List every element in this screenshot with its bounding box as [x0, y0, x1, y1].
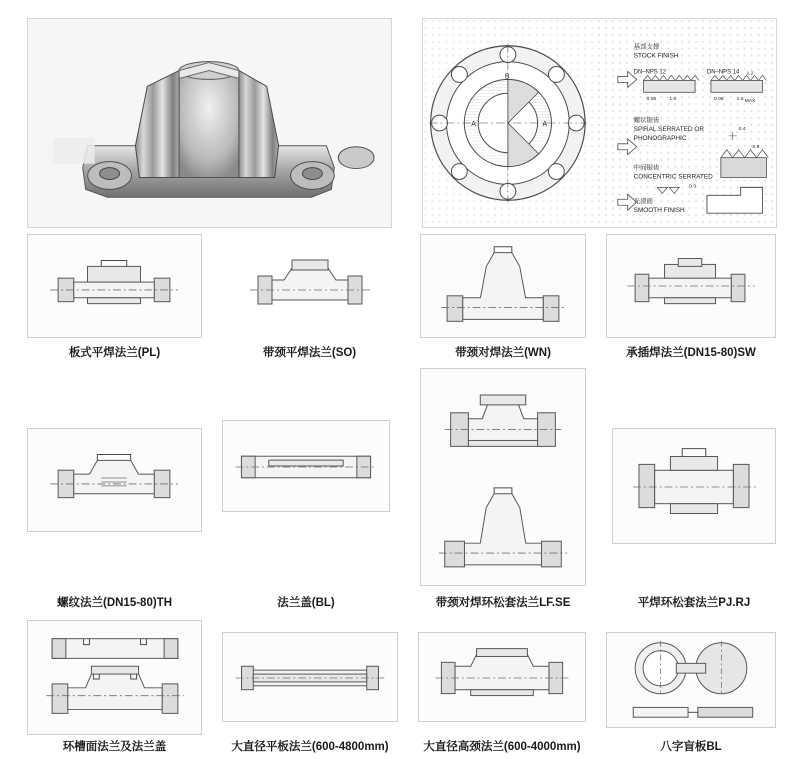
technical-face-finish-chart	[422, 18, 777, 228]
svg-text:1.2: 1.2	[746, 71, 754, 77]
flange-bl-frame	[222, 420, 390, 512]
svg-text:STOCK FINISH: STOCK FINISH	[633, 52, 679, 60]
flange-lf-frame	[420, 368, 586, 586]
caption-wn: 带颈对焊法兰(WN)	[455, 347, 551, 359]
caption-pl: 板式平焊法兰(PL)	[68, 347, 161, 359]
caption-so: 带颈平焊法兰(SO)	[262, 347, 357, 359]
caption-rj: 环槽面法兰及法兰盖	[62, 741, 167, 753]
svg-text:DN–NPS 14: DN–NPS 14	[706, 69, 740, 76]
caption-th: 螺纹法兰(DN15-80)TH	[56, 597, 172, 609]
caption-sw: 承插焊法兰(DN15-80)SW	[626, 347, 756, 359]
flange-th-frame	[27, 428, 202, 532]
flange-pj-frame	[612, 428, 776, 544]
svg-text:MAX: MAX	[744, 99, 756, 105]
svg-text:基部支撑: 基部支撑	[633, 43, 660, 51]
caption-fig8: 八字盲板BL	[660, 741, 722, 753]
svg-text:SMOOTH FINISH: SMOOTH FINISH	[633, 207, 685, 215]
flange-sw-frame	[606, 234, 776, 338]
svg-text:CONCENTRIC SERRATED: CONCENTRIC SERRATED	[633, 173, 713, 181]
flange-so-drawing	[222, 234, 397, 338]
flange-fig8-frame	[606, 632, 776, 728]
caption-pj: 平焊环松套法兰PJ.RJ	[637, 597, 751, 609]
svg-text:0.05: 0.05	[646, 97, 657, 103]
caption-bl: 法兰盖(BL)	[277, 597, 335, 609]
flange-bigpl-frame	[222, 632, 398, 722]
caption-bigpl: 大直径平板法兰(600-4800mm)	[231, 741, 389, 753]
flange-bigwn-frame	[418, 632, 586, 722]
svg-text:1.6: 1.6	[669, 97, 677, 103]
flange-rj-frame	[27, 620, 202, 735]
svg-text:0.05: 0.05	[713, 97, 724, 103]
svg-text:A: A	[542, 120, 548, 128]
photo-weld-neck-flange-cutaway	[27, 18, 392, 228]
svg-text:PHONOGRAPHIC: PHONOGRAPHIC	[633, 134, 687, 142]
caption-bigwn: 大直径高颈法兰(600-4000mm)	[423, 741, 581, 753]
svg-text:螺状锯齿: 螺状锯齿	[633, 117, 660, 125]
svg-text:0.8: 0.8	[752, 144, 760, 150]
svg-text:0.4: 0.4	[738, 126, 746, 132]
svg-text:1.6: 1.6	[736, 97, 744, 103]
svg-text:B: B	[504, 73, 510, 81]
flange-pl-frame	[27, 234, 202, 338]
svg-text:中间锯齿: 中间锯齿	[633, 164, 660, 172]
svg-text:SPIRAL SERRATED OR: SPIRAL SERRATED OR	[633, 125, 704, 133]
svg-text:DN–NPS 12: DN–NPS 12	[633, 69, 667, 76]
caption-lf: 带颈对焊环松套法兰LF.SE	[435, 597, 571, 609]
flange-wn-frame	[420, 234, 586, 338]
svg-text:0.3: 0.3	[689, 184, 697, 190]
svg-text:光滑面: 光滑面	[633, 198, 653, 206]
svg-text:A: A	[471, 120, 476, 128]
